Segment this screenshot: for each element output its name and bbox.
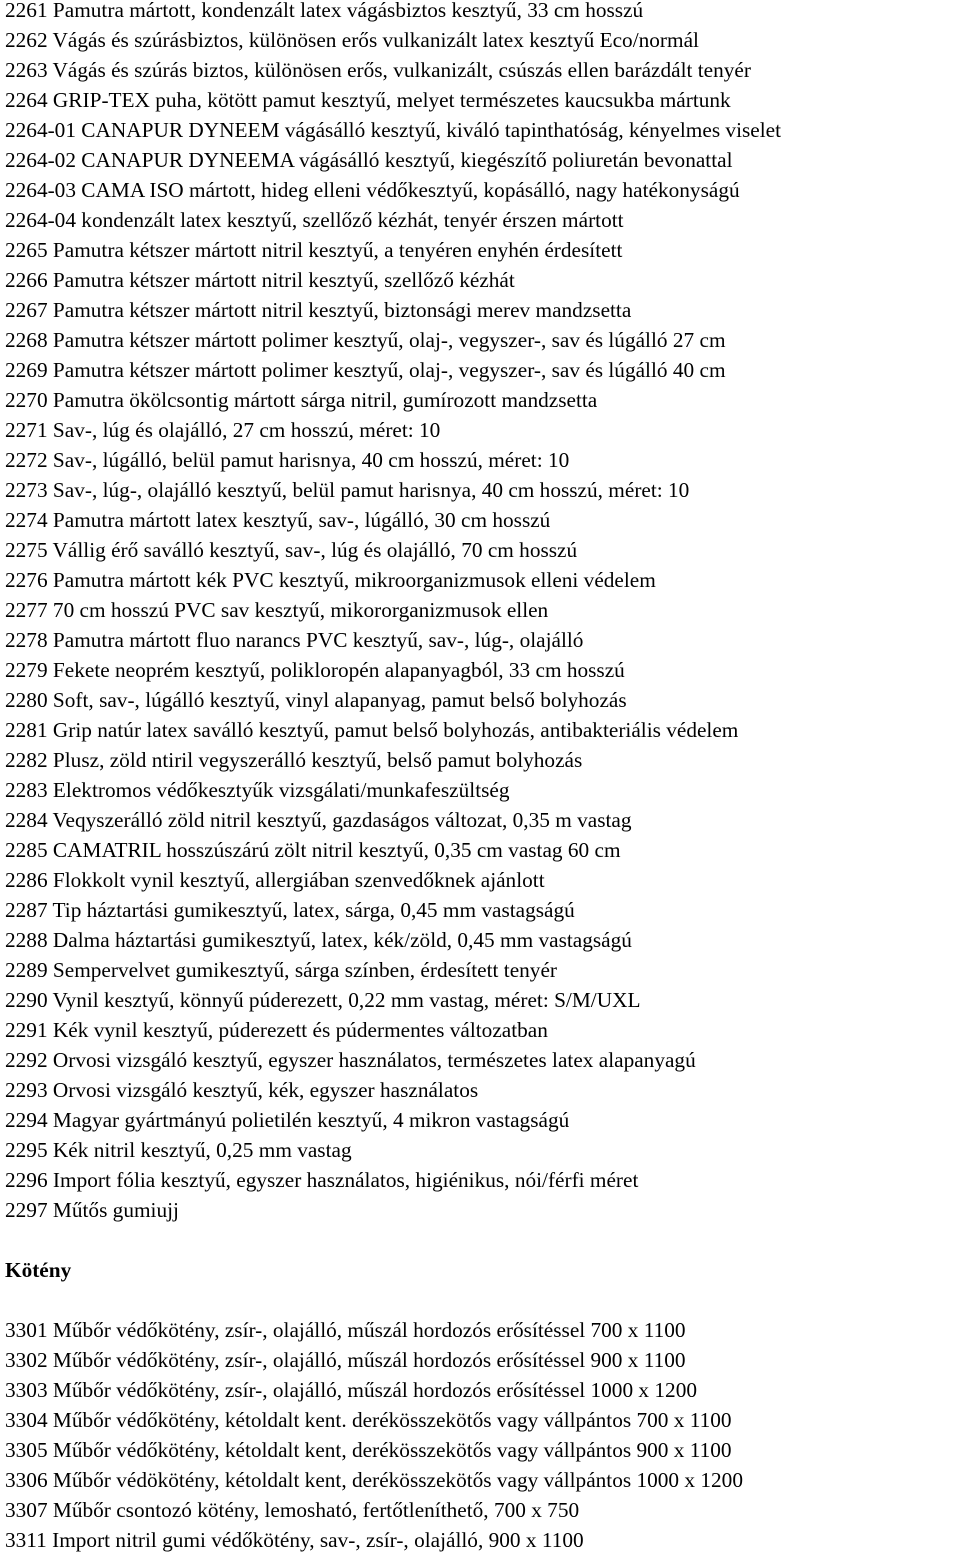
list-item: 2272 Sav-, lúgálló, belül pamut harisnya, 40 cm hosszú, méret: 10 — [5, 448, 570, 472]
list-item: 2273 Sav-, lúg-, olajálló kesztyű, belül pamut harisnya, 40 cm hosszú, méret: 10 — [5, 478, 690, 502]
list-item: 2264-04 kondenzált latex kesztyű, szellőző kézhát, tenyér érszen mártott — [5, 208, 624, 232]
list-item: 2297 Műtős gumiujj — [5, 1198, 179, 1222]
list-item: 3305 Műbőr védőkötény, kétoldalt kent, derékösszekötős vagy vállpántos 900 x 1100 — [5, 1438, 732, 1462]
list-item: 2266 Pamutra kétszer mártott nitril kesztyű, szellőző kézhát — [5, 268, 515, 292]
list-item: 2270 Pamutra ökölcsontig mártott sárga nitril, gumírozott mandzsetta — [5, 388, 598, 412]
list-item: 2292 Orvosi vizsgáló kesztyű, egyszer használatos, természetes latex alapanyagú — [5, 1048, 696, 1072]
list-item: 2268 Pamutra kétszer mártott polimer kesztyű, olaj-, vegyszer-, sav és lúgálló 27 cm — [5, 328, 726, 352]
list-item: 2265 Pamutra kétszer mártott nitril kesztyű, a tenyéren enyhén érdesített — [5, 238, 623, 262]
list-item: 2264-01 CANAPUR DYNEEM vágásálló kesztyű, kiváló tapinthatóság, kényelmes viselet — [5, 118, 782, 142]
list-item: 2286 Flokkolt vynil kesztyű, allergiában szenvedőknek ajánlott — [5, 868, 545, 892]
list-item: 3306 Műbőr védökötény, kétoldalt kent, derékösszekötős vagy vállpántos 1000 x 1200 — [5, 1468, 743, 1492]
list-item: 2295 Kék nitril kesztyű, 0,25 mm vastag — [5, 1138, 352, 1162]
list-item: 2264-03 CAMA ISO mártott, hideg elleni védőkesztyű, kopásálló, nagy hatékonyságú — [5, 178, 740, 202]
list-item: 2283 Elektromos védőkesztyűk vizsgálati/munkafeszültség — [5, 778, 510, 802]
list-item: 2293 Orvosi vizsgáló kesztyű, kék, egyszer használatos — [5, 1078, 479, 1102]
list-item: 2285 CAMATRIL hosszúszárú zölt nitril kesztyű, 0,35 cm vastag 60 cm — [5, 838, 621, 862]
list-item: 2271 Sav-, lúg és olajálló, 27 cm hosszú, méret: 10 — [5, 418, 441, 442]
list-item: 3311 Import nitril gumi védőkötény, sav-, zsír-, olajálló, 900 x 1100 — [5, 1528, 584, 1552]
list-item: 3304 Műbőr védőkötény, kétoldalt kent. derékösszekötős vagy vállpántos 700 x 1100 — [5, 1408, 732, 1432]
list-item: 2269 Pamutra kétszer mártott polimer kesztyű, olaj-, vegyszer-, sav és lúgálló 40 cm — [5, 358, 726, 382]
list-item: 2296 Import fólia kesztyű, egyszer használatos, higiénikus, nói/férfi méret — [5, 1168, 639, 1192]
section-heading-apron: Kötény — [5, 1258, 72, 1282]
list-item: 2275 Vállig érő saválló kesztyű, sav-, lúg és olajálló, 70 cm hosszú — [5, 538, 578, 562]
list-item: 3302 Műbőr védőkötény, zsír-, olajálló, műszál hordozós erősítéssel 900 x 1100 — [5, 1348, 686, 1372]
list-item: 3303 Műbőr védőkötény, zsír-, olajálló, műszál hordozós erősítéssel 1000 x 1200 — [5, 1378, 697, 1402]
list-item: 2276 Pamutra mártott kék PVC kesztyű, mikroorganizmusok elleni védelem — [5, 568, 656, 592]
apron-list — [5, 1315, 955, 1555]
list-item: 2264 GRIP-TEX puha, kötött pamut kesztyű, melyet természetes kaucsukba mártunk — [5, 88, 731, 112]
list-item: 2278 Pamutra mártott fluo narancs PVC kesztyű, sav-, lúg-, olajálló — [5, 628, 584, 652]
list-item: 2281 Grip natúr latex saválló kesztyű, pamut belső bolyhozás, antibakteriális védelem — [5, 718, 739, 742]
document-page — [5, 0, 955, 1555]
list-item: 2287 Tip háztartási gumikesztyű, latex, sárga, 0,45 mm vastagságú — [5, 898, 575, 922]
list-item: 2288 Dalma háztartási gumikesztyű, latex, kék/zöld, 0,45 mm vastagságú — [5, 928, 632, 952]
list-item: 2264-02 CANAPUR DYNEEMA vágásálló kesztyű, kiegészítő poliuretán bevonattal — [5, 148, 733, 172]
list-item: 2291 Kék vynil kesztyű, púderezett és púdermentes változatban — [5, 1018, 548, 1042]
list-item: 2279 Fekete neoprém kesztyű, polikloropén alapanyagból, 33 cm hosszú — [5, 658, 625, 682]
list-item: 2290 Vynil kesztyű, könnyű púderezett, 0,22 mm vastag, méret: S/M/UXL — [5, 988, 641, 1012]
list-item: 3307 Műbőr csontozó kötény, lemosható, fertőtleníthető, 700 x 750 — [5, 1498, 580, 1522]
list-item: 2263 Vágás és szúrás biztos, különösen erős, vulkanizált, csúszás ellen barázdált tenyér — [5, 58, 751, 82]
list-item: 2277 70 cm hosszú PVC sav kesztyű, mikororganizmusok ellen — [5, 598, 549, 622]
list-item: 2294 Magyar gyártmányú polietilén kesztyű, 4 mikron vastagságú — [5, 1108, 570, 1132]
list-item: 2261 Pamutra mártott, kondenzált latex vágásbiztos kesztyű, 33 cm hosszú — [5, 0, 644, 22]
list-item: 3301 Műbőr védőkötény, zsír-, olajálló, műszál hordozós erősítéssel 700 x 1100 — [5, 1318, 686, 1342]
list-item: 2280 Soft, sav-, lúgálló kesztyű, vinyl alapanyag, pamut belső bolyhozás — [5, 688, 627, 712]
glove-list — [5, 0, 955, 1225]
list-item: 2284 Veqyszerálló zöld nitril kesztyű, gazdaságos változat, 0,35 m vastag — [5, 808, 632, 832]
list-item: 2282 Plusz, zöld ntiril vegyszerálló kesztyű, belső pamut bolyhozás — [5, 748, 583, 772]
list-item: 2262 Vágás és szúrásbiztos, különösen erős vulkanizált latex kesztyű Eco/normál — [5, 28, 699, 52]
list-item: 2274 Pamutra mártott latex kesztyű, sav-, lúgálló, 30 cm hosszú — [5, 508, 551, 532]
list-item: 2267 Pamutra kétszer mártott nitril kesztyű, biztonsági merev mandzsetta — [5, 298, 632, 322]
list-item: 2289 Sempervelvet gumikesztyű, sárga színben, érdesített tenyér — [5, 958, 557, 982]
